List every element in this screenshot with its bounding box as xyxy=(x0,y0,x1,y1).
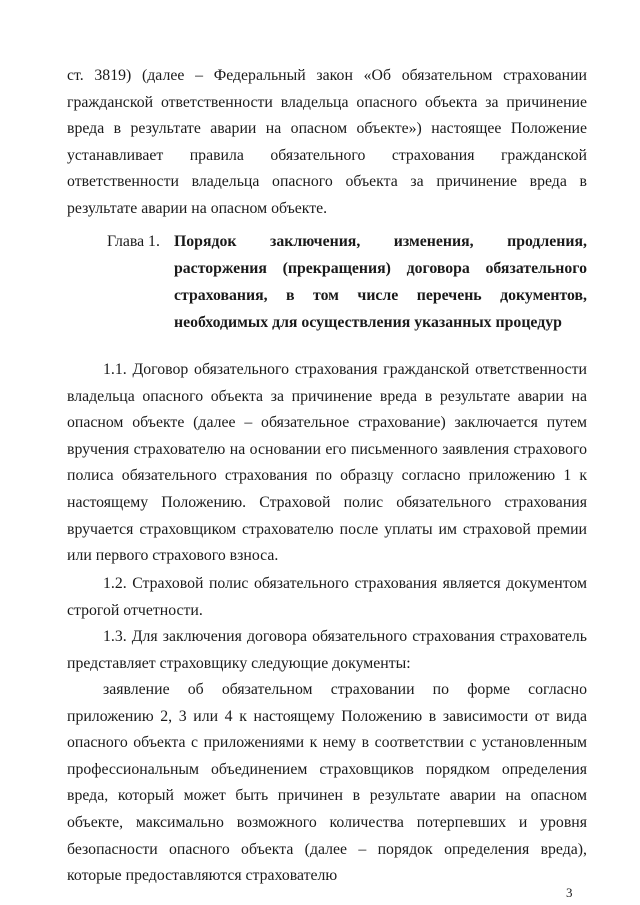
chapter-title: Порядок заключения, изменения, продления, расторжения (прекращения) договора обязательного страхования, в том числе перечень документов, необходимых для осуществления указанных процедур xyxy=(174,233,587,331)
page-number: 3 xyxy=(566,885,573,900)
chapter-label: Глава 1. xyxy=(107,233,160,250)
paragraph-1-3-application-item: заявление об обязательном страховании по форме согласно приложению 2, 3 или 4 к настоящему Положению в зависимости от вида опасного объекта с приложениями к нему в соответствии с установленным профессиональным объединением страховщиков порядком определения вреда, который может быть причинен в результате аварии на опасном объекте, максимально возможного количества потерпевших и уровня безопасности опасного объекта (далее – порядок определения вреда), которые предоставляются страхователю xyxy=(67,681,587,885)
paragraph-1-1: 1.1. Договор обязательного страхования гражданской ответственности владельца опасного объекта за причинение вреда в результате аварии на опасном объекте (далее – обязательное страхование) заключается путем вручения страхователю на основании его письменного заявления страхового полиса обязательного страхования по образцу согласно приложению 1 к настоящему Положению. Страховой полис обязательного страхования вручается страховщиком страхователю после уплаты им страховой премии или первого страхового взноса. xyxy=(67,361,587,565)
paragraph-1-2: 1.2. Страховой полис обязательного страхования является документом строгой отчетности. xyxy=(67,575,587,619)
paragraph-1-3: 1.3. Для заключения договора обязательного страхования страхователь представляет страховщику следующие документы: xyxy=(67,628,587,672)
intro-paragraph: ст. 3819) (далее – Федеральный закон «Об обязательном страховании гражданской ответственности владельца опасного объекта за причинение вреда в результате аварии на опасном объекте») настоящее Положение устанавливает правила обязательного страхования гражданской ответственности владельца опасного объекта за причинение вреда в результате аварии на опасном объекте. xyxy=(67,67,587,217)
